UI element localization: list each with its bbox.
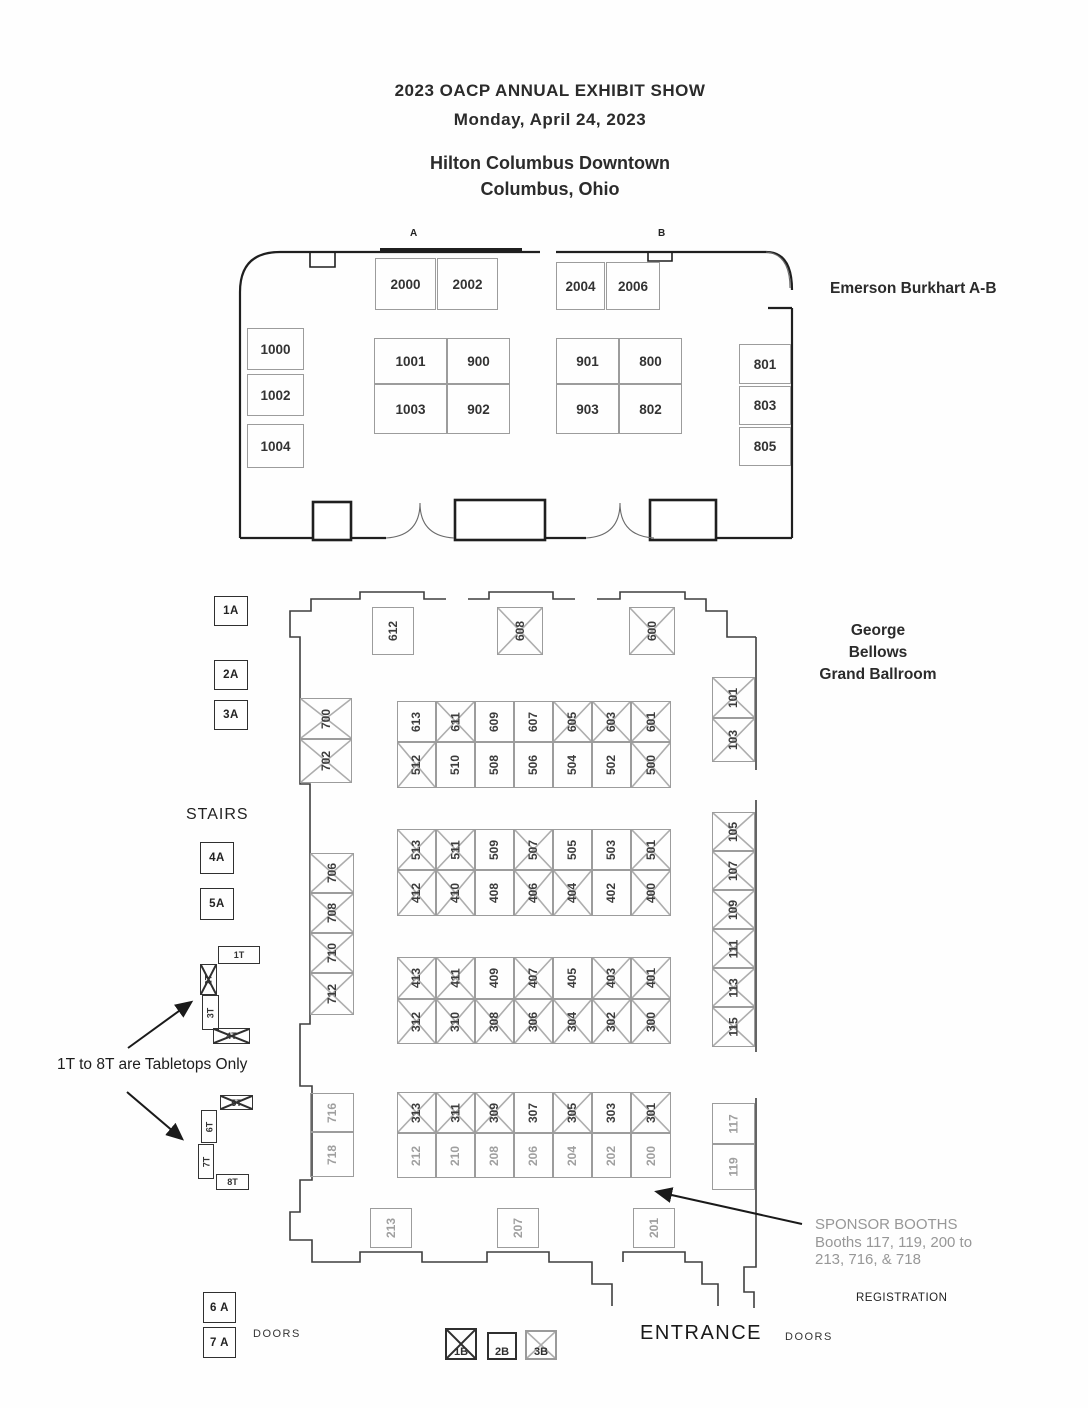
booth-305 xyxy=(553,1092,592,1133)
booth-label: 313 xyxy=(409,1102,424,1123)
event-title: 2023 OACP ANNUAL EXHIBIT SHOW xyxy=(394,81,706,100)
booth-900 xyxy=(447,338,510,384)
booth-label: 509 xyxy=(487,839,502,860)
booth-206 xyxy=(514,1133,553,1178)
booth-label: 505 xyxy=(565,839,580,860)
booth-label: 307 xyxy=(526,1102,541,1123)
booth-label: 605 xyxy=(565,711,580,732)
booth-303 xyxy=(592,1092,631,1133)
booth-label: 308 xyxy=(487,1011,502,1032)
booth-label: 612 xyxy=(386,620,400,642)
booth-label: 708 xyxy=(325,902,339,924)
booth-label: 710 xyxy=(325,942,339,964)
booth-708 xyxy=(310,893,354,933)
booth-label: 402 xyxy=(604,882,619,904)
booth-label: 301 xyxy=(644,1102,658,1123)
booth-label: 111 xyxy=(726,939,741,958)
booth-label: 512 xyxy=(409,754,424,776)
booth-label: 2T xyxy=(203,974,214,985)
booth-6t xyxy=(201,1110,217,1143)
registration-label: REGISTRATION xyxy=(856,1292,948,1304)
booth-label: 311 xyxy=(448,1102,463,1123)
booth-109 xyxy=(712,890,755,929)
booth-510 xyxy=(436,742,475,788)
booth-label: 109 xyxy=(726,899,741,920)
booth-label: 718 xyxy=(325,1144,339,1165)
booth-label: 5T xyxy=(231,1097,242,1108)
booth-411 xyxy=(436,957,475,999)
booth-label: 500 xyxy=(644,754,658,776)
booth-label: 119 xyxy=(726,1157,741,1177)
booth-5t xyxy=(220,1095,253,1110)
booth-400 xyxy=(631,870,671,916)
sponsor-note-line1: SPONSOR BOOTHS xyxy=(815,1216,958,1233)
booth-115 xyxy=(712,1007,755,1047)
booth-label: 4T xyxy=(226,1031,237,1041)
booth-label: 105 xyxy=(726,821,741,842)
booth-label: 613 xyxy=(409,711,424,732)
booth-label: 303 xyxy=(604,1102,619,1123)
booth-1t xyxy=(218,946,260,964)
ballroom-label-line1: George xyxy=(850,622,906,639)
booth-408 xyxy=(475,870,514,916)
ballroom-label-line2: Bellows xyxy=(848,644,908,661)
booth-2t xyxy=(200,964,217,995)
booth-label: 404 xyxy=(565,882,580,904)
booth-label: 202 xyxy=(604,1145,619,1166)
booth-label: 302 xyxy=(604,1011,619,1032)
booth-308 xyxy=(475,999,514,1044)
booth-710 xyxy=(310,933,354,973)
booth-504 xyxy=(553,742,592,788)
booth-label: 309 xyxy=(487,1102,502,1123)
booth-507 xyxy=(514,829,553,870)
section-marker-a: A xyxy=(410,228,418,239)
booth-label: 2002 xyxy=(452,276,483,292)
stairs-label: STAIRS xyxy=(186,806,249,823)
booth-label: 405 xyxy=(565,967,580,989)
booth-label: 304 xyxy=(565,1011,580,1032)
booth-label: 213 xyxy=(384,1217,398,1239)
booth-2006 xyxy=(606,262,660,310)
booth-413 xyxy=(397,957,436,999)
booth-3t xyxy=(202,995,219,1030)
booth-406 xyxy=(514,870,553,916)
booth-label: 1000 xyxy=(260,341,291,357)
booth-513 xyxy=(397,829,436,870)
booth-label: 1004 xyxy=(260,438,291,454)
booth-212 xyxy=(397,1133,436,1178)
booth-4a xyxy=(200,842,234,874)
booth-410 xyxy=(436,870,475,916)
booth-label: 413 xyxy=(409,967,424,989)
venue-name: Hilton Columbus Downtown xyxy=(430,153,670,173)
booth-label: 901 xyxy=(576,353,599,369)
booth-label: 700 xyxy=(319,708,333,729)
booth-label: 411 xyxy=(448,968,463,988)
booth-207 xyxy=(497,1208,539,1248)
booth-307 xyxy=(514,1092,553,1133)
booth-902 xyxy=(447,384,510,434)
booth-803 xyxy=(739,386,791,425)
booth-label: 507 xyxy=(526,839,541,860)
venue-city: Columbus, Ohio xyxy=(480,179,620,199)
booth-612 xyxy=(372,607,414,655)
sponsor-booths-note xyxy=(815,1216,1035,1269)
booth-label: 3T xyxy=(205,1007,216,1018)
booth-509 xyxy=(475,829,514,870)
booth-506 xyxy=(514,742,553,788)
booth-label: 306 xyxy=(526,1011,541,1032)
booth-300 xyxy=(631,999,671,1044)
booth-label: 1B xyxy=(453,1346,469,1358)
booth-label: 200 xyxy=(644,1145,658,1166)
booth-605 xyxy=(553,701,592,742)
booth-5a xyxy=(200,888,234,920)
booth-801 xyxy=(739,344,791,384)
booth-label: 400 xyxy=(644,882,658,904)
booth-603 xyxy=(592,701,631,742)
booth-613 xyxy=(397,701,436,742)
booth-label: 310 xyxy=(448,1011,463,1032)
booth-label: 1A xyxy=(223,605,239,617)
ballroom-walls xyxy=(290,592,756,1308)
booth-label: 903 xyxy=(576,401,599,417)
section-marker-b: B xyxy=(658,228,666,239)
doors-label-right: DOORS xyxy=(785,1331,833,1343)
booth-label: 403 xyxy=(604,967,619,989)
booth-1001 xyxy=(374,338,447,384)
booth-label: 7 A xyxy=(210,1336,229,1349)
booth-label: 8T xyxy=(227,1177,238,1187)
booth-label: 501 xyxy=(644,839,658,860)
booth-2002 xyxy=(437,258,498,310)
booth-1000 xyxy=(247,328,304,370)
booth-313 xyxy=(397,1092,436,1133)
booth-label: 1003 xyxy=(395,401,426,417)
booth-label: 101 xyxy=(726,687,741,708)
booth-505 xyxy=(553,829,592,870)
booth-502 xyxy=(592,742,631,788)
booth-107 xyxy=(712,851,755,890)
tabletop-note: 1T to 8T are Tabletops Only xyxy=(57,1056,248,1073)
booth-label: 508 xyxy=(487,754,502,776)
booth-111 xyxy=(712,929,755,968)
booth-105 xyxy=(712,812,755,851)
booth-label: 1002 xyxy=(260,387,291,403)
booth-3a xyxy=(214,700,248,730)
booth-512 xyxy=(397,742,436,788)
emerson-room-walls xyxy=(240,250,792,540)
booth-407 xyxy=(514,957,553,999)
booth-412 xyxy=(397,870,436,916)
booth-113 xyxy=(712,968,755,1007)
booth-309 xyxy=(475,1092,514,1133)
booth-label: 712 xyxy=(325,983,339,1005)
booth-label: 609 xyxy=(487,711,502,732)
booth-label: 3B xyxy=(533,1346,549,1358)
doors-label-left: DOORS xyxy=(253,1328,301,1340)
booth-label: 802 xyxy=(639,401,662,417)
booth-7t xyxy=(198,1144,214,1179)
booth-404 xyxy=(553,870,592,916)
booth-718 xyxy=(310,1132,354,1177)
booth-label: 212 xyxy=(409,1145,424,1166)
booth-2004 xyxy=(556,262,605,310)
booth-802 xyxy=(619,384,682,434)
booth-label: 801 xyxy=(753,356,777,372)
booth-label: 107 xyxy=(726,860,741,881)
title-block xyxy=(250,76,850,202)
booth-label: 603 xyxy=(604,711,619,732)
booth-label: 408 xyxy=(487,882,502,904)
booth-label: 5A xyxy=(209,898,225,910)
booth-712 xyxy=(310,973,354,1015)
booth-117 xyxy=(712,1103,755,1144)
entrance-label: ENTRANCE xyxy=(640,1322,763,1344)
booth-label: 6 A xyxy=(210,1301,229,1314)
booth-405 xyxy=(553,957,592,999)
booth-500 xyxy=(631,742,671,788)
booth-label: 607 xyxy=(526,711,541,732)
booth-304 xyxy=(553,999,592,1044)
booth-label: 113 xyxy=(726,977,741,998)
booth-611 xyxy=(436,701,475,742)
booth-label: 2A xyxy=(223,669,239,681)
booth-label: 611 xyxy=(448,711,463,732)
booth-1b xyxy=(445,1328,477,1360)
booth-label: 510 xyxy=(448,754,463,776)
booth-901 xyxy=(556,338,619,384)
sponsor-note-line3: 213, 716, & 718 xyxy=(815,1251,921,1268)
booth-label: 608 xyxy=(513,620,527,642)
booth-903 xyxy=(556,384,619,434)
booth-1a xyxy=(214,596,248,626)
booth-label: 2006 xyxy=(617,278,649,294)
booth-103 xyxy=(712,718,755,762)
booth-label: 805 xyxy=(753,439,777,454)
booth-609 xyxy=(475,701,514,742)
booth-210 xyxy=(436,1133,475,1178)
booth-label: 300 xyxy=(644,1011,658,1032)
booth-label: 716 xyxy=(325,1102,339,1123)
booth-label: 201 xyxy=(647,1217,661,1239)
booth-702 xyxy=(300,739,352,783)
booth-208 xyxy=(475,1133,514,1178)
booth-312 xyxy=(397,999,436,1044)
booth-label: 2B xyxy=(494,1346,510,1358)
booth-label: 506 xyxy=(526,754,541,776)
booth-511 xyxy=(436,829,475,870)
booth-119 xyxy=(712,1144,755,1190)
booth-label: 117 xyxy=(726,1113,741,1134)
booth-213 xyxy=(370,1208,412,1248)
booth-label: 513 xyxy=(409,839,424,860)
booth-label: 410 xyxy=(448,882,463,904)
booth-601 xyxy=(631,701,671,742)
booth-label: 803 xyxy=(753,398,777,413)
booth-716 xyxy=(310,1093,354,1132)
booth-label: 406 xyxy=(526,882,541,904)
booth-label: 103 xyxy=(726,729,741,751)
booth-label: 7T xyxy=(200,1156,211,1167)
booth-label: 2000 xyxy=(390,276,421,292)
booth-6-a xyxy=(203,1292,236,1323)
booth-label: 702 xyxy=(319,750,333,772)
booth-600 xyxy=(629,607,675,655)
booth-label: 412 xyxy=(409,882,424,904)
booth-label: 1T xyxy=(233,950,245,960)
booth-label: 4A xyxy=(209,852,225,864)
booth-label: 312 xyxy=(409,1011,424,1032)
booth-label: 115 xyxy=(726,1017,741,1037)
booth-label: 706 xyxy=(325,862,339,884)
booth-301 xyxy=(631,1092,671,1133)
booth-403 xyxy=(592,957,631,999)
sponsor-note-line2: Booths 117, 119, 200 to xyxy=(815,1233,973,1251)
booth-700 xyxy=(300,698,352,739)
booth-label: 900 xyxy=(467,353,490,369)
booth-label: 3A xyxy=(223,709,239,721)
booth-1004 xyxy=(247,424,304,468)
booth-310 xyxy=(436,999,475,1044)
booth-label: 511 xyxy=(448,839,463,860)
booth-label: 503 xyxy=(604,839,619,860)
booth-302 xyxy=(592,999,631,1044)
booth-607 xyxy=(514,701,553,742)
emerson-room-label: Emerson Burkhart A-B xyxy=(830,280,997,297)
booth-7-a xyxy=(203,1327,236,1358)
booth-608 xyxy=(497,607,543,655)
booth-label: 902 xyxy=(467,401,490,417)
booth-label: 305 xyxy=(565,1102,580,1123)
booth-label: 600 xyxy=(645,620,659,642)
booth-label: 6T xyxy=(203,1121,214,1132)
booth-label: 207 xyxy=(511,1217,525,1239)
booth-401 xyxy=(631,957,671,999)
booth-2b xyxy=(487,1332,517,1360)
booth-label: 1001 xyxy=(395,353,426,369)
booth-402 xyxy=(592,870,631,916)
booth-101 xyxy=(712,677,755,718)
booth-label: 210 xyxy=(448,1145,463,1166)
booth-311 xyxy=(436,1092,475,1133)
booth-label: 204 xyxy=(565,1145,580,1166)
booth-label: 601 xyxy=(644,711,658,732)
booth-1002 xyxy=(247,374,304,416)
booth-label: 800 xyxy=(639,353,662,369)
ballroom-label-line3: Grand Ballroom xyxy=(819,666,937,683)
booth-label: 502 xyxy=(604,754,619,776)
booth-4t xyxy=(213,1028,250,1044)
booth-label: 409 xyxy=(487,967,502,989)
booth-503 xyxy=(592,829,631,870)
booth-204 xyxy=(553,1133,592,1178)
booth-label: 206 xyxy=(526,1145,541,1166)
booth-label: 504 xyxy=(565,754,580,776)
booth-201 xyxy=(633,1208,675,1248)
booth-label: 2004 xyxy=(565,278,596,294)
booth-label: 407 xyxy=(526,967,541,989)
booth-800 xyxy=(619,338,682,384)
booth-805 xyxy=(739,427,791,466)
booth-8t xyxy=(216,1174,249,1190)
booth-409 xyxy=(475,957,514,999)
booth-label: 401 xyxy=(644,967,658,989)
booth-2000 xyxy=(375,258,436,310)
booth-306 xyxy=(514,999,553,1044)
ballroom-label xyxy=(778,620,978,686)
booth-501 xyxy=(631,829,671,870)
booth-508 xyxy=(475,742,514,788)
booth-706 xyxy=(310,853,354,893)
booth-1003 xyxy=(374,384,447,434)
event-date: Monday, April 24, 2023 xyxy=(453,110,647,129)
booth-200 xyxy=(631,1133,671,1178)
booth-202 xyxy=(592,1133,631,1178)
booth-label: 208 xyxy=(487,1145,502,1166)
booth-2a xyxy=(214,660,248,690)
booth-3b xyxy=(525,1330,557,1360)
